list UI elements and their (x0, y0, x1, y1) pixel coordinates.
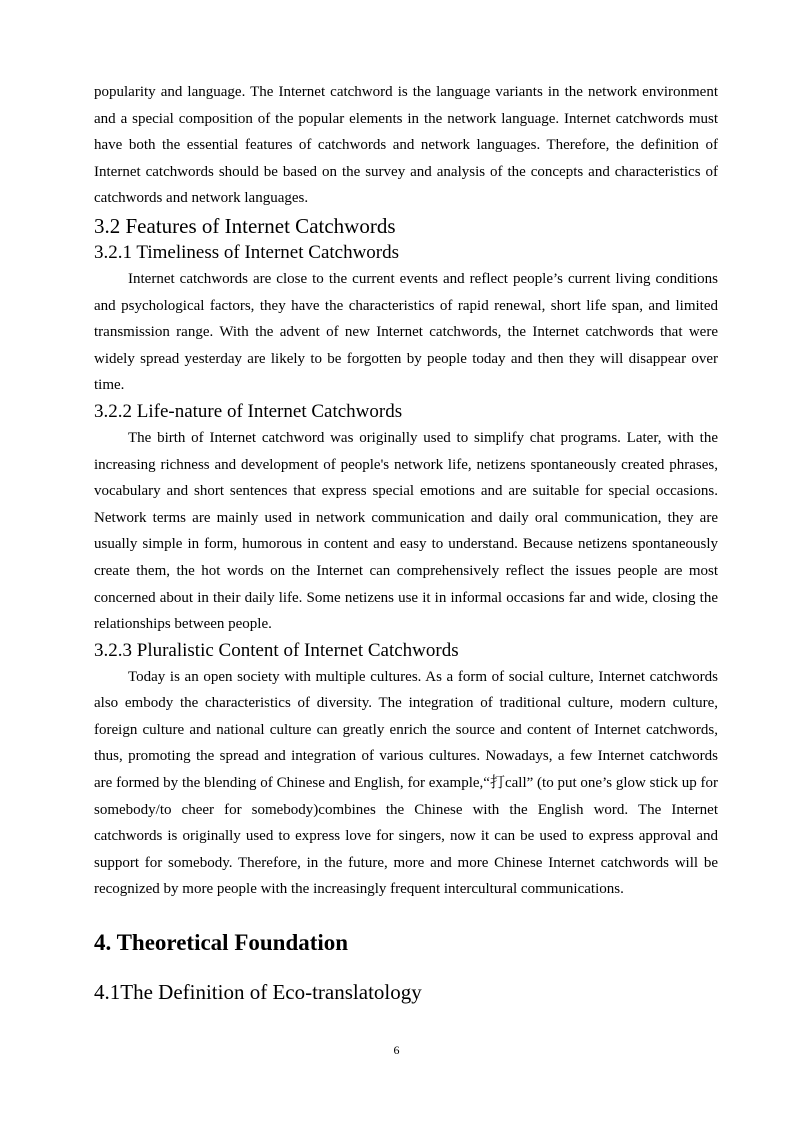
subsection-heading-3-2-1: 3.2.1 Timeliness of Internet Catchwords (94, 241, 400, 263)
intro-paragraph: popularity and language. The Internet catchword is the language variants in the network environment and a special composition of the popular elements in the network language. Internet catchwords must have both the essential features of catchwords and network languages. Therefore, the definition of Internet catchwords should be based on the survey and analysis of the concepts and characteristics of catchwords and network languages. (94, 84, 718, 207)
paragraph-timeliness: Internet catchwords are close to the current events and reflect people’s current living conditions and psychological factors, they have the characteristics of rapid renewal, short life span, and limited transmission range. With the advent of new Internet catchwords, the Internet catchwords that were widely spread yesterday are likely to be forgotten by people today and then they will disappear over time. (94, 270, 718, 394)
subsection-heading-3-2-2: 3.2.2 Life-nature of Internet Catchwords (94, 400, 403, 422)
chapter-heading-4: 4. Theoretical Foundation (94, 930, 349, 956)
page-number: 6 (393, 1043, 400, 1057)
subsection-heading-3-2-3: 3.2.3 Pluralistic Content of Internet Catchwords (94, 639, 459, 661)
paragraph-pluralistic: Today is an open society with multiple cultures. As a form of social culture, Internet catchwords also embody the characteristics of diversity. The integration of traditional culture, modern culture, foreign culture and national culture can greatly enrich the source and content of Internet catchwords, thus, promoting the spread and integration of various cultures. Nowadays, a few Internet catchwords are formed by the blending of Chinese and English, for example,“打call” (to put one’s glow stick up for somebody/to cheer for somebody)combines the Chinese with the English word. The Internet catchwords is originally used to express love for singers, now it can be used to express approval and support for somebody. Therefore, in the future, more and more Chinese Internet catchwords will be recognized by more people with the increasingly frequent intercultural communications. (94, 668, 718, 898)
section-heading-4-1: 4.1The Definition of Eco-translatology (94, 980, 422, 1005)
paragraph-life-nature: The birth of Internet catchword was originally used to simplify chat programs. Later, with the increasing richness and development of people's network life, netizens spontaneously created phrases, vocabulary and short sentences that express special emotions and are suitable for special occasions. Network terms are mainly used in network communication and daily oral communication, they are usually simple in form, humorous in content and easy to understand. Because netizens spontaneously create them, the hot words on the Internet can comprehensively reflect the issues people are most concerned about in their daily life. Some netizens use it in informal occasions far and wide, closing the relationships between people. (94, 429, 718, 633)
page-body (94, 79, 718, 1007)
section-heading-3-2: 3.2 Features of Internet Catchwords (94, 213, 396, 238)
